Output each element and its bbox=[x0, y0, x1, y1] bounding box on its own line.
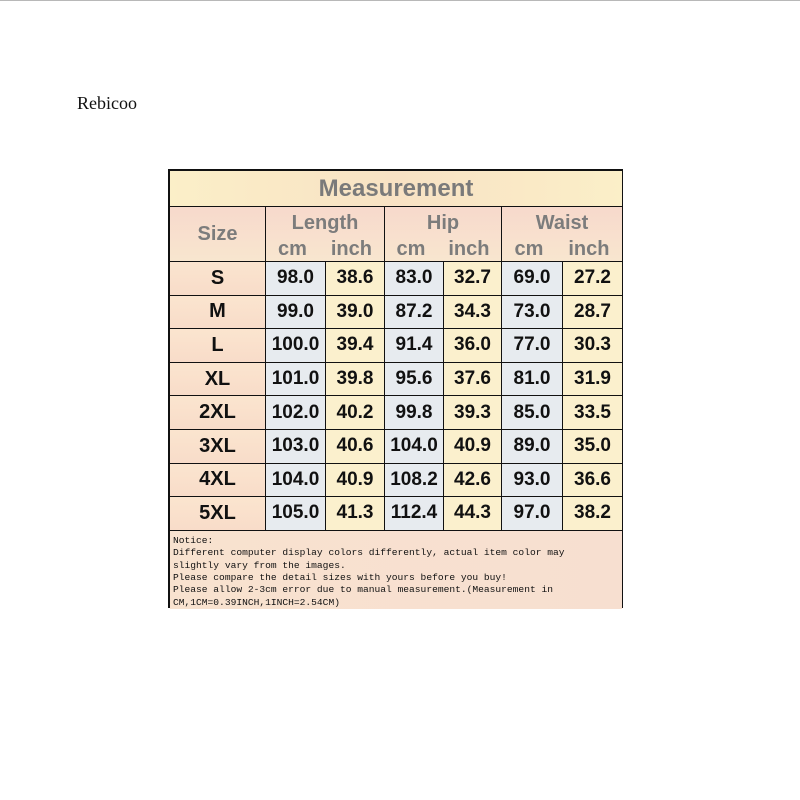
hip-inch-cell: 40.9 bbox=[444, 430, 502, 464]
waist-cm-cell: 77.0 bbox=[502, 329, 563, 363]
notice-line: Please compare the detail sizes with yours before you buy! bbox=[173, 571, 507, 583]
waist-cm-cell: 85.0 bbox=[502, 396, 563, 430]
hip-inch-cell: 37.6 bbox=[444, 363, 502, 397]
size-cell: S bbox=[170, 262, 266, 296]
hip-inch-cell: 39.3 bbox=[444, 396, 502, 430]
length-cm-cell: 100.0 bbox=[266, 329, 326, 363]
size-cell: L bbox=[170, 329, 266, 363]
hip-cm-cell: 91.4 bbox=[385, 329, 444, 363]
length-inch-cell: 41.3 bbox=[326, 497, 385, 531]
waist-inch-cell: 28.7 bbox=[563, 296, 622, 330]
hip-inch-header: inch bbox=[448, 238, 490, 260]
notice-line: CM,1CM=0.39INCH,1INCH=2.54CM) bbox=[173, 596, 340, 608]
size-cell: XL bbox=[170, 363, 266, 397]
size-cell: 5XL bbox=[170, 497, 266, 531]
length-inch-cell: 39.0 bbox=[326, 296, 385, 330]
table-title: Measurement bbox=[170, 171, 622, 207]
hip-inch-cell: 44.3 bbox=[444, 497, 502, 531]
length-cm-cell: 103.0 bbox=[266, 430, 326, 464]
hip-inch-cell: 42.6 bbox=[444, 464, 502, 498]
waist-cm-cell: 97.0 bbox=[502, 497, 563, 531]
hip-cm-cell: 99.8 bbox=[385, 396, 444, 430]
hip-cm-cell: 87.2 bbox=[385, 296, 444, 330]
waist-inch-cell: 33.5 bbox=[563, 396, 622, 430]
size-cell: M bbox=[170, 296, 266, 330]
length-cm-cell: 98.0 bbox=[266, 262, 326, 296]
length-column-group bbox=[266, 207, 385, 262]
length-header: Length bbox=[291, 212, 359, 234]
hip-inch-cell: 34.3 bbox=[444, 296, 502, 330]
waist-inch-cell: 35.0 bbox=[563, 430, 622, 464]
length-cm-cell: 101.0 bbox=[266, 363, 326, 397]
length-inch-cell: 40.9 bbox=[326, 464, 385, 498]
size-cell: 2XL bbox=[170, 396, 266, 430]
waist-cm-cell: 89.0 bbox=[502, 430, 563, 464]
hip-column-group bbox=[385, 207, 502, 262]
length-inch-cell: 39.8 bbox=[326, 363, 385, 397]
hip-inch-cell: 36.0 bbox=[444, 329, 502, 363]
hip-cm-cell: 104.0 bbox=[385, 430, 444, 464]
size-column-header: Size bbox=[170, 207, 266, 262]
length-cm-header: cm bbox=[277, 238, 307, 260]
top-divider bbox=[0, 0, 800, 1]
hip-cm-cell: 95.6 bbox=[385, 363, 444, 397]
length-inch-cell: 40.6 bbox=[326, 430, 385, 464]
notice-line: Notice: bbox=[173, 534, 214, 546]
notice-text bbox=[170, 531, 622, 609]
waist-inch-cell: 30.3 bbox=[563, 329, 622, 363]
waist-header: Waist bbox=[535, 212, 589, 234]
waist-cm-cell: 73.0 bbox=[502, 296, 563, 330]
length-inch-cell: 38.6 bbox=[326, 262, 385, 296]
waist-inch-cell: 36.6 bbox=[563, 464, 622, 498]
hip-cm-cell: 108.2 bbox=[385, 464, 444, 498]
waist-column-group bbox=[502, 207, 622, 262]
notice-line: Different computer display colors differently, actual item color may bbox=[173, 547, 565, 559]
waist-inch-cell: 38.2 bbox=[563, 497, 622, 531]
hip-header: Hip bbox=[426, 212, 460, 234]
length-cm-cell: 99.0 bbox=[266, 296, 326, 330]
length-cm-cell: 102.0 bbox=[266, 396, 326, 430]
waist-cm-cell: 81.0 bbox=[502, 363, 563, 397]
hip-inch-cell: 32.7 bbox=[444, 262, 502, 296]
notice-line: slightly vary from the images. bbox=[173, 559, 346, 571]
size-cell: 4XL bbox=[170, 464, 266, 498]
length-inch-cell: 40.2 bbox=[326, 396, 385, 430]
size-cell: 3XL bbox=[170, 430, 266, 464]
length-cm-cell: 104.0 bbox=[266, 464, 326, 498]
waist-inch-header: inch bbox=[568, 238, 610, 260]
waist-cm-header: cm bbox=[514, 238, 544, 260]
length-cm-cell: 105.0 bbox=[266, 497, 326, 531]
hip-cm-header: cm bbox=[396, 238, 426, 260]
waist-cm-cell: 69.0 bbox=[502, 262, 563, 296]
notice-line: Please allow 2-3cm error due to manual measurement.(Measurement in bbox=[173, 584, 553, 596]
waist-inch-cell: 31.9 bbox=[563, 363, 622, 397]
waist-inch-cell: 27.2 bbox=[563, 262, 622, 296]
waist-cm-cell: 93.0 bbox=[502, 464, 563, 498]
hip-cm-cell: 112.4 bbox=[385, 497, 444, 531]
length-inch-header: inch bbox=[330, 238, 372, 260]
length-inch-cell: 39.4 bbox=[326, 329, 385, 363]
hip-cm-cell: 83.0 bbox=[385, 262, 444, 296]
brand-name: Rebicoo bbox=[77, 93, 137, 113]
size-chart-table bbox=[168, 169, 623, 608]
